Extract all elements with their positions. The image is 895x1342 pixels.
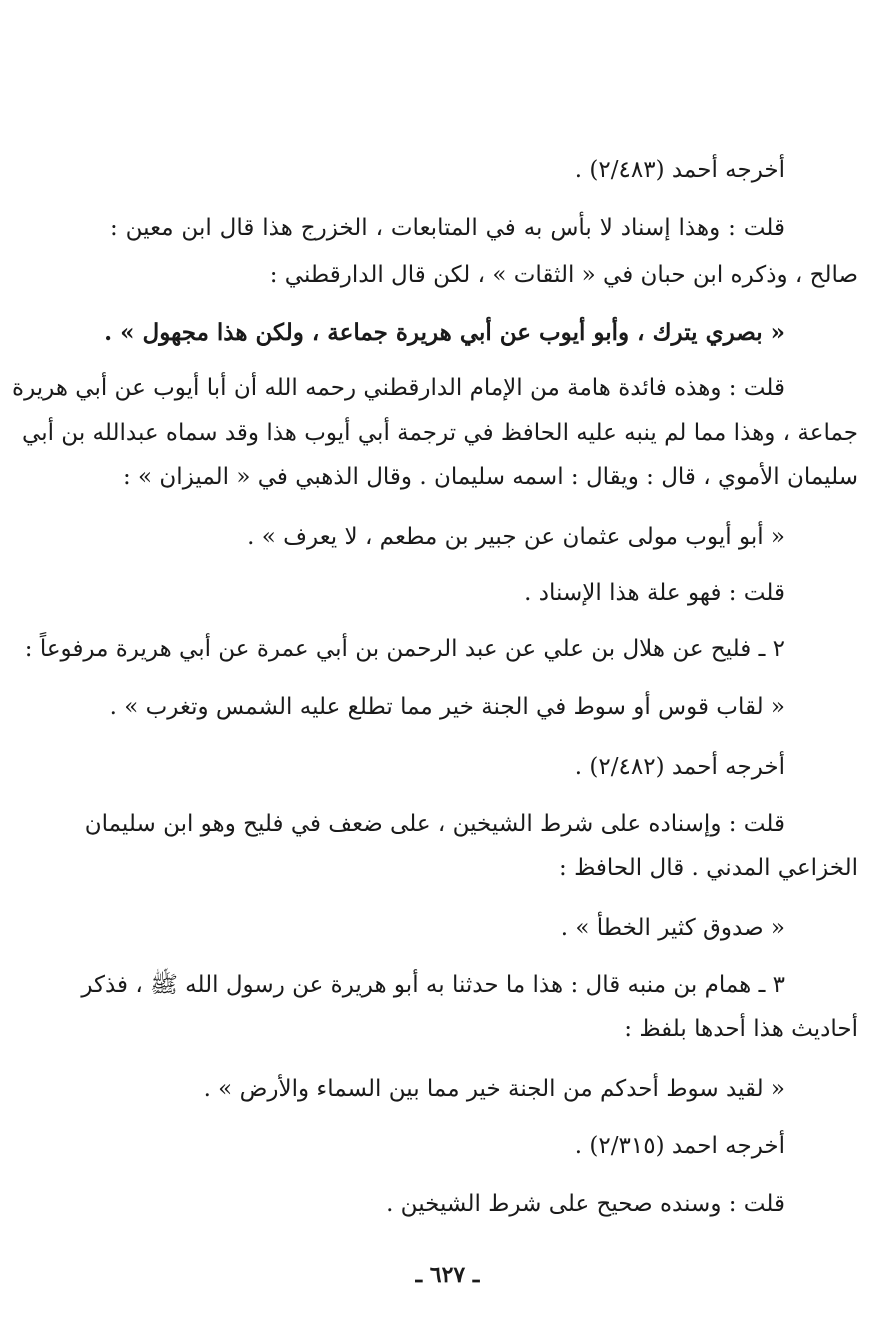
quote-line: « لقاب قوس أو سوط في الجنة خير مما تطلع عليه الشمس وتغرب » . [109, 694, 785, 720]
quote-line: « صدوق كثير الخطأ » . [560, 915, 785, 941]
hadith-heading: ٢ ـ فليح عن هلال بن علي عن عبد الرحمن بن أبي عمرة عن أبي هريرة مرفوعاً : [24, 636, 785, 662]
takhrij-line: أخرجه احمد (٢/٣١٥) . [574, 1133, 785, 1159]
paragraph-line: قلت : وهذه فائدة هامة من الإمام الدارقطني رحمه الله أن أبا أيوب عن أبي هريرة [12, 375, 785, 401]
paragraph-line: سليمان الأموي ، قال : ويقال : اسمه سليمان . وقال الذهبي في « الميزان » : [122, 464, 858, 490]
hadith-heading: ٣ ـ همام بن منبه قال : هذا ما حدثنا به أبو هريرة عن رسول الله ﷺ ، فذكر [81, 972, 785, 998]
takhrij-line: أخرجه أحمد (٢/٤٨٢) . [574, 754, 785, 780]
paragraph-line: جماعة ، وهذا مما لم ينبه عليه الحافظ في ترجمة أبي أيوب هذا وقد سماه عبدالله بن أبي [22, 420, 858, 446]
paragraph-line: صالح ، وذكره ابن حبان في « الثقات » ، لكن قال الدارقطني : [269, 262, 858, 288]
quote-line: « بصري يترك ، وأبو أيوب عن أبي هريرة جماعة ، ولكن هذا مجهول » . [104, 319, 785, 346]
takhrij-line: أخرجه أحمد (٢/٤٨٣) . [574, 157, 785, 183]
quote-line: « أبو أيوب مولى عثمان عن جبير بن مطعم ، لا يعرف » . [247, 524, 785, 550]
paragraph-line: قلت : وهذا إسناد لا بأس به في المتابعات ، الخزرج هذا قال ابن معين : [110, 215, 785, 241]
paragraph-line: أحاديث هذا أحدها بلفظ : [624, 1016, 858, 1042]
quote-line: « لقيد سوط أحدكم من الجنة خير مما بين السماء والأرض » . [203, 1076, 785, 1102]
paragraph-line: قلت : فهو علة هذا الإسناد . [524, 580, 785, 606]
paragraph-line: قلت : وسنده صحيح على شرط الشيخين . [386, 1191, 785, 1217]
paragraph-line: قلت : وإسناده على شرط الشيخين ، على ضعف في فليح وهو ابن سليمان [84, 811, 785, 837]
paragraph-line: الخزاعي المدني . قال الحافظ : [559, 855, 858, 881]
page-number: ـ ٦٢٧ ـ [415, 1262, 480, 1288]
